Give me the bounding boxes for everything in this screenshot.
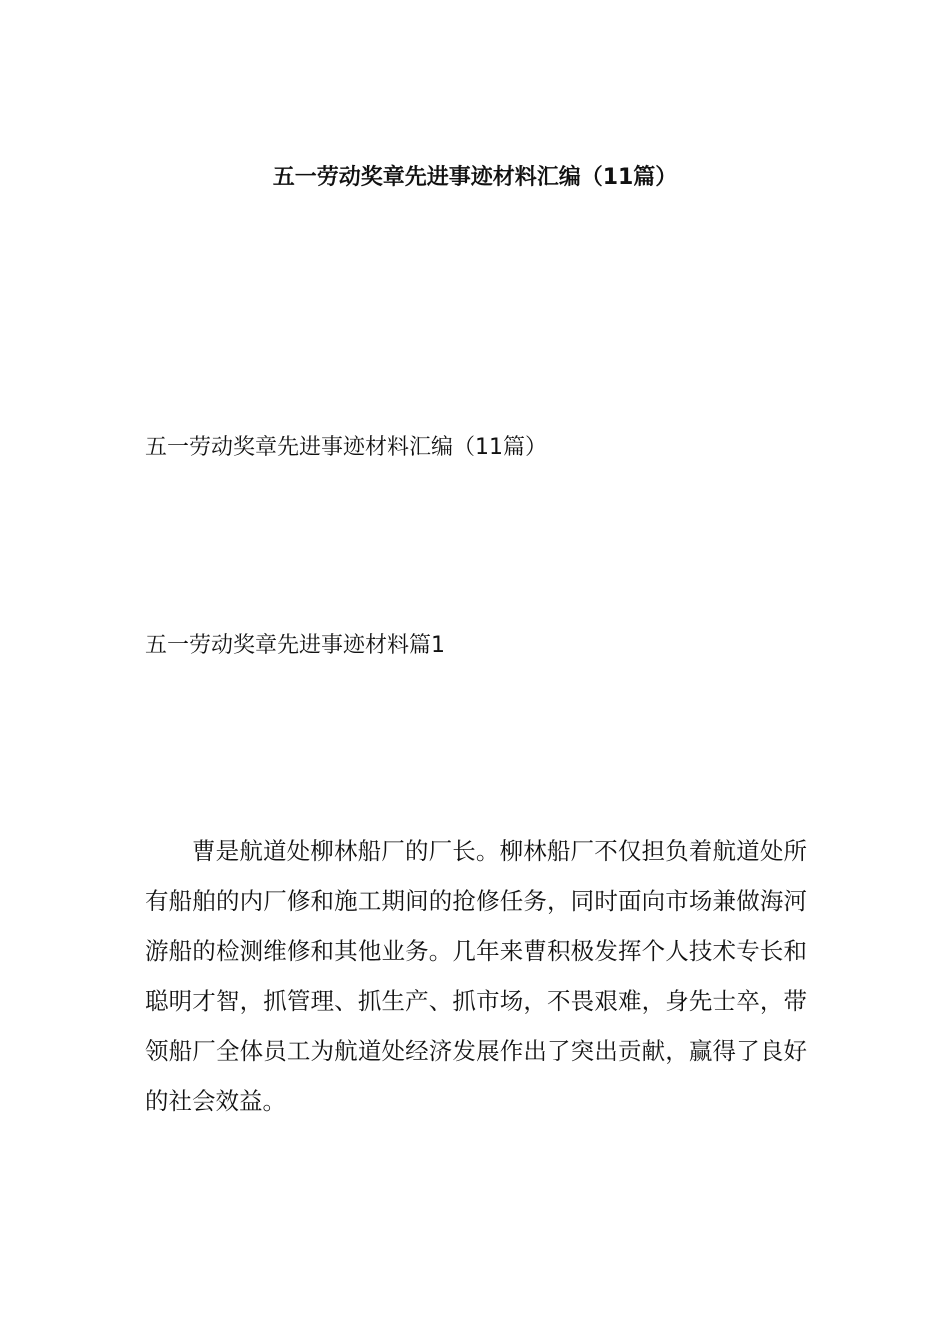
body-paragraph: 曹是航道处柳林船厂的厂长。柳林船厂不仅担负着航道处所有船舶的内厂修和施工期间的抢修任务，同时面向市场兼做海河游船的检测维修和其他业务。几年来曹积极发挥个人技术专长和聪明才智，抓管理、抓生产、抓市场，不畏艰难，身先士卒，带领船厂全体员工为航道处经济发展作出了突出贡献，赢得了良好的社会效益。 xyxy=(145,837,807,1115)
section-heading: 五一劳动奖章先进事迹材料篇1 xyxy=(145,633,445,658)
document-subtitle: 五一劳动奖章先进事迹材料汇编（11篇） xyxy=(145,435,547,460)
document-title: 五一劳动奖章先进事迹材料汇编（11篇） xyxy=(272,165,678,190)
